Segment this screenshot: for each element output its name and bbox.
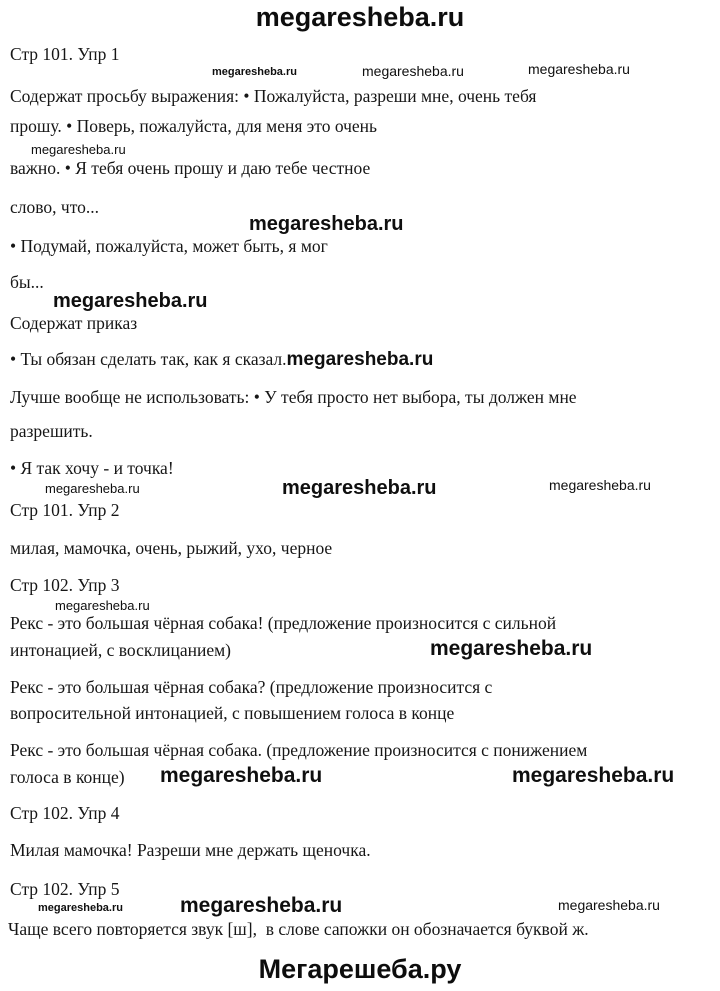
watermark-inline: megaresheba.ru bbox=[286, 349, 434, 370]
answer-line: Рекс - это большая чёрная собака? (предложение произносится с bbox=[10, 677, 493, 697]
watermark: megaresheba.ru bbox=[160, 764, 323, 787]
exercise-heading: Стр 102. Упр 3 bbox=[10, 575, 120, 595]
site-brand-footer: Мегарешеба.ру bbox=[258, 954, 462, 984]
answer-line: прошу. • Поверь, пожалуйста, для меня это очень bbox=[10, 116, 378, 136]
watermark: megaresheba.ru bbox=[362, 63, 464, 79]
watermark: megaresheba.ru bbox=[528, 61, 630, 77]
answer-line: голоса в конце) bbox=[10, 767, 125, 787]
watermark: megaresheba.ru bbox=[558, 897, 660, 913]
watermark: megaresheba.ru bbox=[45, 481, 140, 496]
watermark: megaresheba.ru bbox=[55, 598, 150, 613]
watermark: megaresheba.ru bbox=[53, 290, 208, 312]
answer-text: • Ты обязан сделать так, как я сказал. bbox=[10, 349, 287, 369]
answer-line: вопросительной интонацией, с повышением голоса в конце bbox=[10, 703, 455, 723]
answer-line: Рекс - это большая чёрная собака. (предложение произносится с понижением bbox=[10, 740, 588, 760]
exercise-heading: Стр 101. Упр 2 bbox=[10, 500, 120, 520]
answer-line: интонацией, с восклицанием) bbox=[10, 640, 232, 660]
answer-line bbox=[10, 349, 433, 371]
answer-line: Содержат просьбу выражения: • Пожалуйста, разреши мне, очень тебя bbox=[10, 86, 537, 106]
answer-line: Содержат приказ bbox=[10, 313, 138, 333]
watermark: megaresheba.ru bbox=[212, 66, 297, 78]
answer-line: Рекс - это большая чёрная собака! (предложение произносится с сильной bbox=[10, 613, 557, 633]
watermark: megaresheba.ru bbox=[180, 894, 343, 917]
watermark: megaresheba.ru bbox=[249, 213, 404, 235]
watermark: megaresheba.ru bbox=[430, 637, 593, 660]
answer-line: Лучше вообще не использовать: • У тебя просто нет выбора, ты должен мне bbox=[10, 387, 577, 407]
exercise-heading: Стр 102. Упр 4 bbox=[10, 803, 120, 823]
watermark: megaresheba.ru bbox=[282, 477, 437, 499]
exercise-heading: Стр 101. Упр 1 bbox=[10, 44, 120, 64]
answer-line: слово, что... bbox=[10, 197, 99, 217]
answer-line: бы... bbox=[10, 272, 44, 292]
watermark: megaresheba.ru bbox=[549, 477, 651, 493]
answer-line: милая, мамочка, очень, рыжий, ухо, черное bbox=[10, 538, 333, 558]
site-watermark-header: megaresheba.ru bbox=[255, 2, 465, 32]
answer-line: Милая мамочка! Разреши мне держать щеночка. bbox=[10, 840, 371, 860]
watermark: megaresheba.ru bbox=[38, 902, 123, 914]
answer-line: • Я так хочу - и точка! bbox=[10, 458, 174, 478]
exercise-heading: Стр 102. Упр 5 bbox=[10, 879, 120, 899]
answer-line: важно. • Я тебя очень прошу и даю тебе честное bbox=[10, 158, 371, 178]
watermark: megaresheba.ru bbox=[31, 142, 126, 157]
answer-line: Чаще всего повторяется звук [ш], в слове сапожки он обозначается буквой ж. bbox=[8, 919, 589, 939]
answer-line: • Подумай, пожалуйста, может быть, я мог bbox=[10, 236, 328, 256]
watermark: megaresheba.ru bbox=[512, 764, 675, 787]
answer-line: разрешить. bbox=[10, 421, 93, 441]
